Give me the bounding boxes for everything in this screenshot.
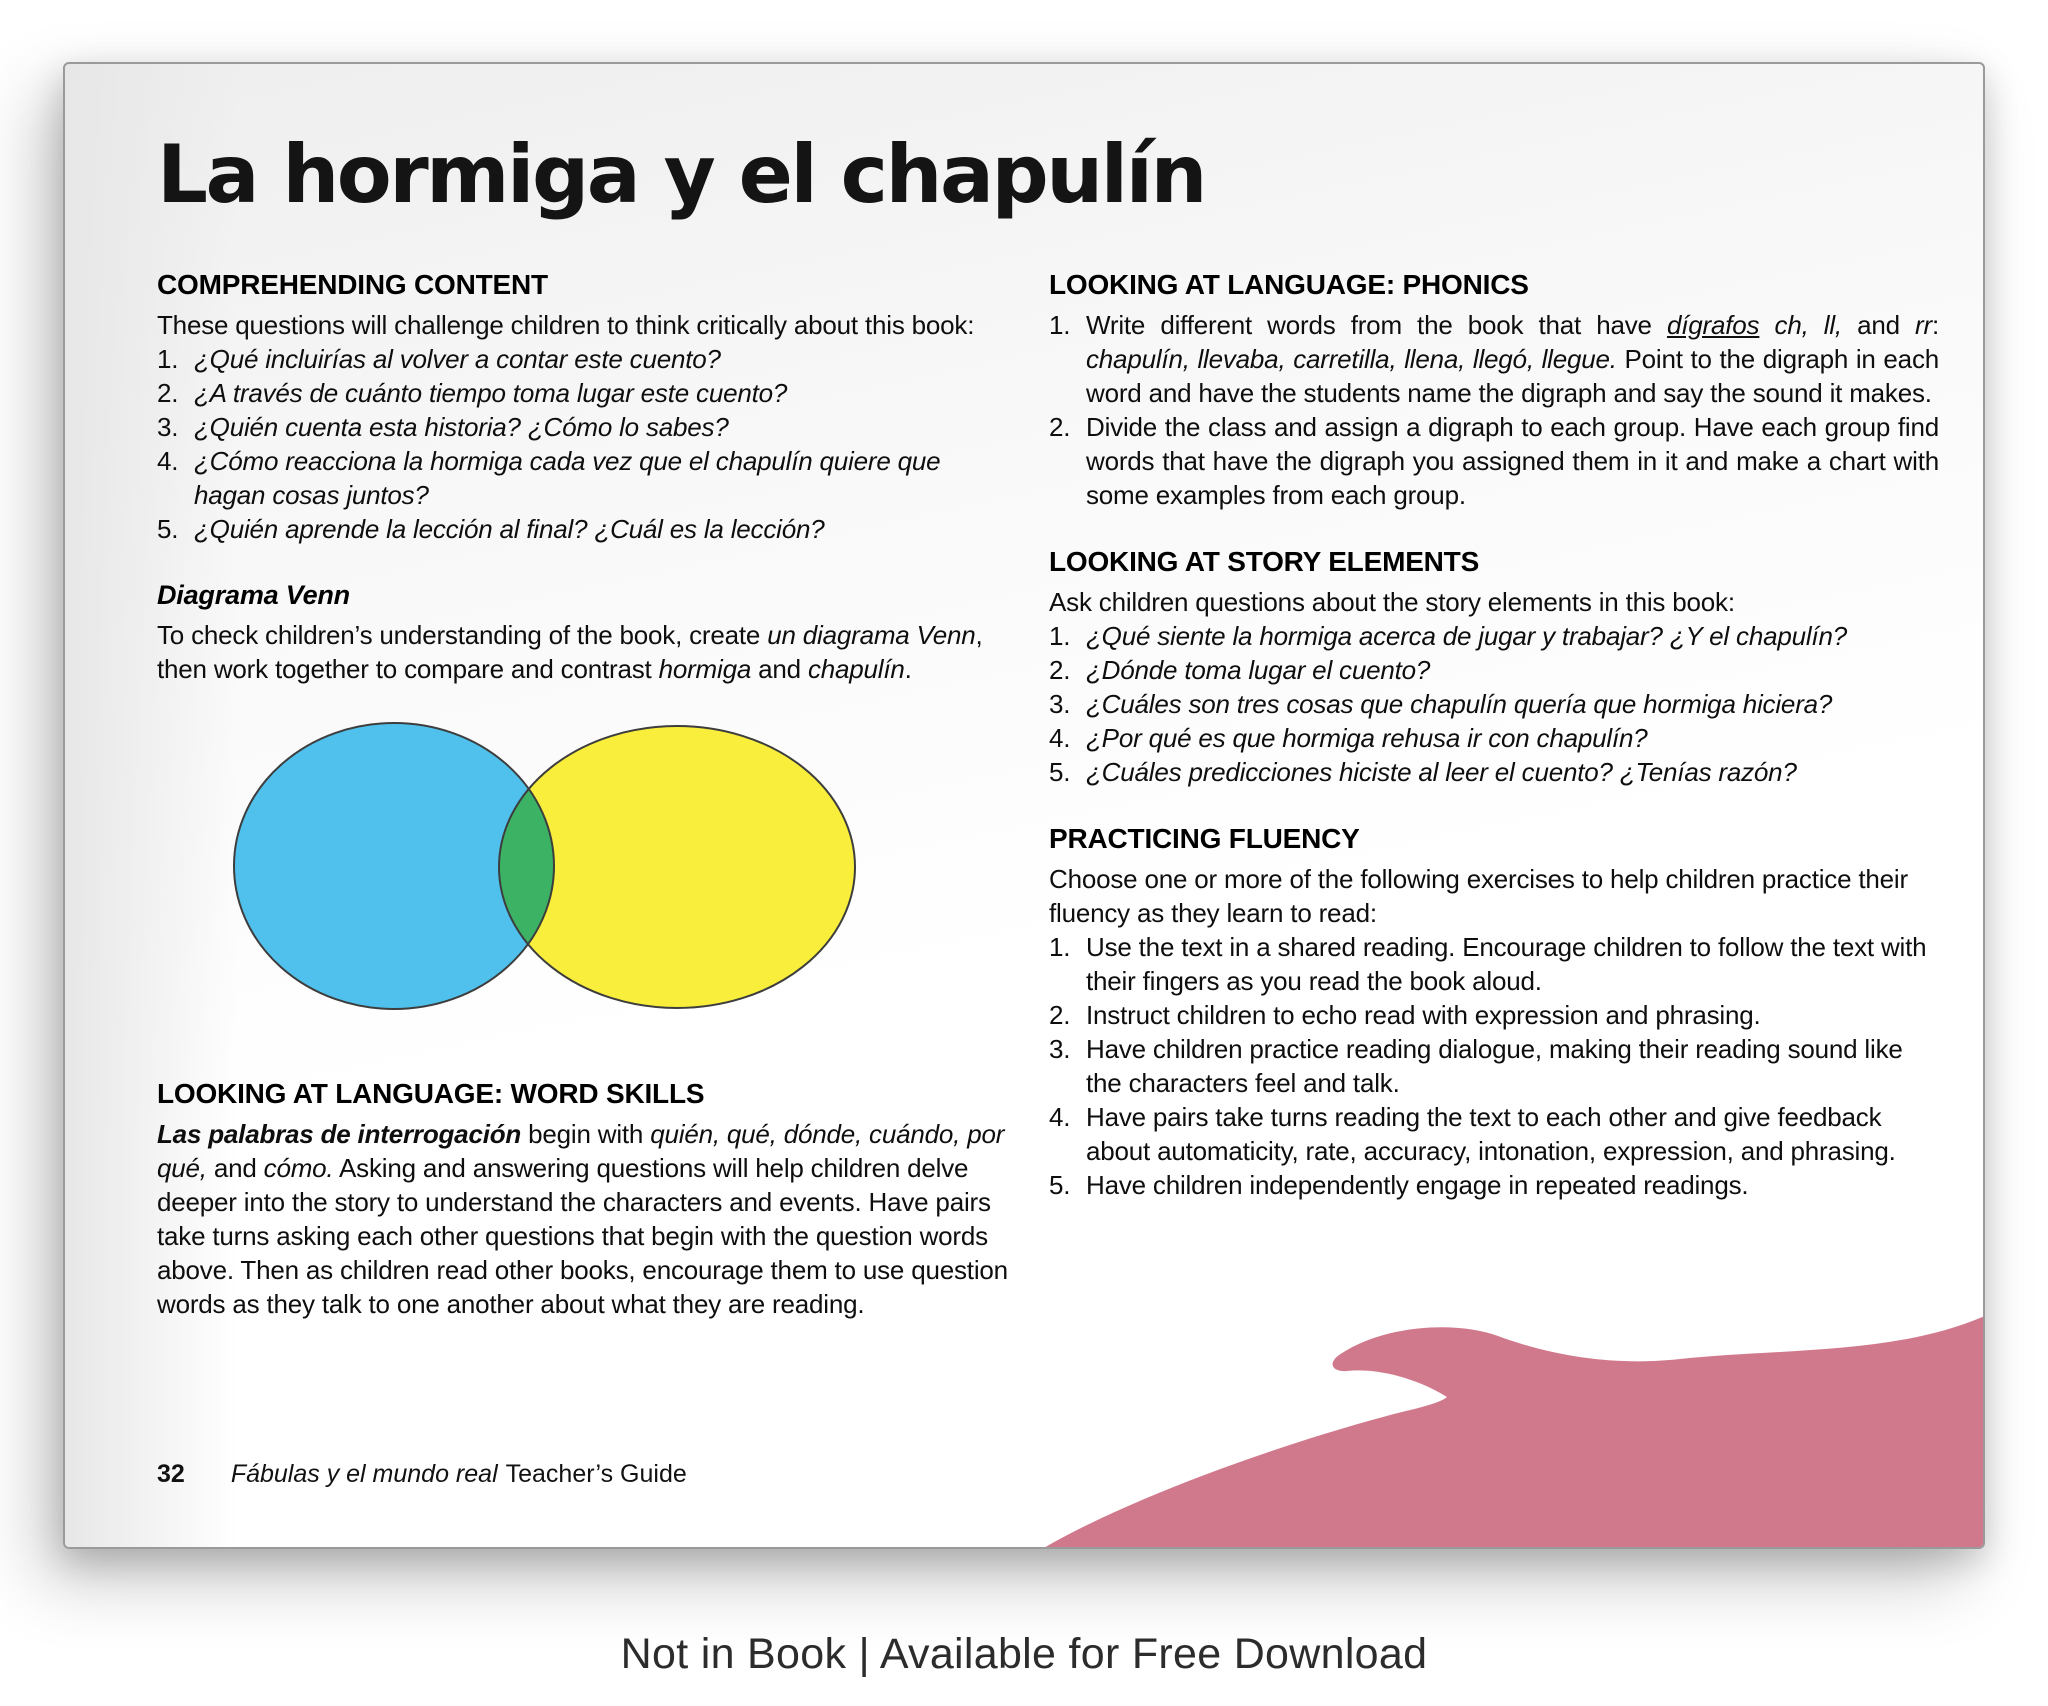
text-run: Las palabras de interrogación	[157, 1119, 522, 1149]
list-item	[157, 410, 1015, 444]
text-run: chapulín, llevaba, carretilla, llena, llegó, llegue.	[1086, 344, 1617, 374]
diagrama-venn-paragraph	[157, 618, 1015, 686]
content-columns	[157, 269, 1939, 1321]
list-item	[157, 342, 1015, 376]
list-item	[1049, 410, 1939, 512]
text-run: :	[1931, 310, 1939, 340]
word-skills-paragraph	[157, 1117, 1015, 1321]
text-run: Choose one or more of the following exercises to help children practice their fluency as they learn to read:	[1049, 864, 1908, 928]
text-run: .	[904, 654, 912, 684]
list-item	[1049, 687, 1939, 721]
text-run: ¿Por qué es que hormiga rehusa ir con chapulín?	[1086, 723, 1648, 753]
text-run	[1759, 310, 1774, 340]
fluency-intro	[1049, 862, 1939, 930]
fluency-heading: PRACTICING FLUENCY	[1049, 823, 1360, 854]
text-run: Have children independently engage in repeated readings.	[1086, 1170, 1749, 1200]
list-item	[1049, 308, 1939, 410]
story-elements-list	[1049, 619, 1939, 789]
page-footer	[157, 1460, 687, 1489]
list-item	[1049, 755, 1939, 789]
text-run: un diagrama Venn	[767, 620, 976, 650]
text-run: ¿Cuáles predicciones hiciste al leer el cuento? ¿Tenías razón?	[1086, 757, 1797, 787]
text-run: ¿Quién aprende la lección al final? ¿Cuál es la lección?	[194, 514, 825, 544]
text-run: Have children practice reading dialogue, making their reading sound like the characters feel and talk.	[1086, 1034, 1903, 1098]
text-run: chapulín	[807, 654, 905, 684]
list-item	[1049, 1032, 1939, 1100]
text-run: , then work together to compare and contrast	[157, 620, 983, 684]
series-subtitle: Teacher’s Guide	[505, 1460, 687, 1488]
guide-page	[63, 62, 1985, 1549]
list-item	[1049, 930, 1939, 998]
text-run: These questions will challenge children to think critically about this book:	[157, 310, 975, 340]
comprehending-content-list	[157, 342, 1015, 546]
text-run: cómo.	[263, 1153, 334, 1183]
venn-diagram	[157, 706, 1015, 1036]
list-item	[157, 512, 1015, 546]
text-run: ¿A través de cuánto tiempo toma lugar este cuento?	[194, 378, 788, 408]
text-run: Have pairs take turns reading the text to each other and give feedback about automaticity, rate, accuracy, intonation, expression, and phrasing.	[1086, 1102, 1896, 1166]
list-item	[1049, 619, 1939, 653]
text-run: and	[206, 1153, 264, 1183]
list-item	[1049, 1100, 1939, 1168]
comprehending-content-heading: COMPREHENDING CONTENT	[157, 269, 548, 300]
text-run: To check children’s understanding of the book, create	[157, 620, 768, 650]
venn-diagram-svg	[157, 706, 1015, 1036]
fluency-list	[1049, 930, 1939, 1202]
text-run: Write different words from the book that have	[1086, 310, 1667, 340]
text-run: ¿Qué incluirías al volver a contar este cuento?	[194, 344, 721, 374]
text-run: rr	[1915, 310, 1932, 340]
text-run: Point to the digraph in each word and have the students name the digraph and say the sound it makes.	[1086, 344, 1940, 408]
right-column	[1049, 269, 1939, 1321]
text-run: Use the text in a shared reading. Encourage children to follow the text with their fingers as you read the book aloud.	[1086, 932, 1927, 996]
text-run: and	[751, 654, 808, 684]
page-title: La hormiga y el chapulín	[157, 128, 1205, 221]
text-run: Divide the class and assign a digraph to each group. Have each group find words that have the digraph you assigned them in it and make a chart with some examples from each group.	[1086, 412, 1939, 510]
text-run: begin with	[521, 1119, 651, 1149]
story-elements-intro	[1049, 585, 1939, 619]
list-item	[1049, 721, 1939, 755]
list-item	[1049, 998, 1939, 1032]
text-run: Asking and answering questions will help children delve deeper into the story to understand the characters and events. Have pairs take turns asking each other questions that begin with the question words above. Then as children read other books, encourage them to use question words as they talk to one another about what they are reading.	[157, 1153, 1008, 1319]
text-run: Ask children questions about the story elements in this book:	[1049, 587, 1735, 617]
text-run: ¿Qué siente la hormiga acerca de jugar y trabajar? ¿Y el chapulín?	[1086, 621, 1847, 651]
text-run: ¿Quién cuenta esta historia? ¿Cómo lo sabes?	[194, 412, 729, 442]
page-number: 32	[157, 1460, 185, 1488]
text-run: Instruct children to echo read with expression and phrasing.	[1086, 1000, 1761, 1030]
phonics-list	[1049, 308, 1939, 512]
availability-caption: Not in Book | Available for Free Download	[620, 1630, 1428, 1678]
text-run: ¿Dónde toma lugar el cuento?	[1086, 655, 1431, 685]
story-elements-heading: LOOKING AT STORY ELEMENTS	[1049, 546, 1480, 577]
diagrama-venn-heading: Diagrama Venn	[157, 580, 350, 610]
text-run: dígrafos	[1666, 310, 1760, 340]
left-column	[157, 269, 1015, 1321]
phonics-heading: LOOKING AT LANGUAGE: PHONICS	[1049, 269, 1529, 300]
series-title: Fábulas y el mundo real	[230, 1460, 498, 1488]
text-run: quién, qué, dónde, cuándo, por qué,	[157, 1119, 1005, 1183]
wave-shape	[1042, 1315, 1985, 1549]
list-item	[157, 376, 1015, 410]
list-item	[1049, 1168, 1939, 1202]
text-run: ch, ll,	[1774, 310, 1842, 340]
list-item	[1049, 653, 1939, 687]
text-run: hormiga	[658, 654, 752, 684]
text-run: ¿Cuáles son tres cosas que chapulín quería que hormiga hiciera?	[1086, 689, 1833, 719]
text-run: ¿Cómo reacciona la hormiga cada vez que el chapulín quiere que hagan cosas juntos?	[194, 446, 941, 510]
text-run: and	[1841, 310, 1916, 340]
list-item	[157, 444, 1015, 512]
comprehending-content-intro	[157, 308, 1015, 342]
word-skills-heading: LOOKING AT LANGUAGE: WORD SKILLS	[157, 1078, 705, 1109]
